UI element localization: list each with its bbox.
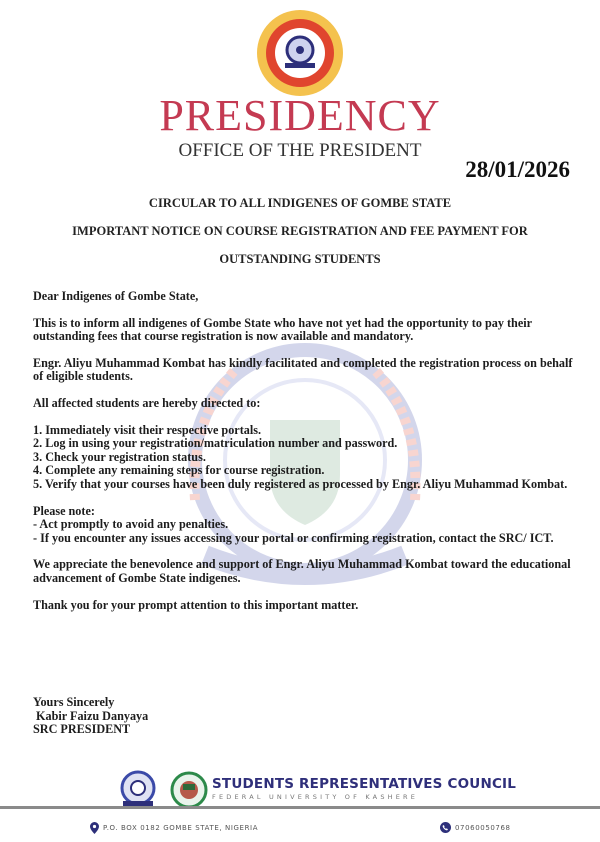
salutation: Dear Indigenes of Gombe State, [33,289,199,303]
step-item: 5. Verify that your courses have been duly registered as processed by Engr. Aliyu Muhammad Kombat. [33,476,568,491]
university-name: FEDERAL UNIVERSITY OF KASHERE [212,793,419,801]
presidency-seal-icon [252,8,348,98]
step-item: 3. Check your registration status. [33,449,206,464]
location-pin-icon [90,822,99,834]
note-heading: Please note: [33,503,95,518]
circular-date: 28/01/2026 [465,157,570,182]
notes-block [33,505,573,546]
note-item: - If you encounter any issues accessing your portal or confirming registration, contact the SRC/ ICT. [33,530,554,545]
circular-headings [0,193,600,277]
footer-address [90,822,258,834]
heading-students: OUTSTANDING STUDENTS [219,252,381,266]
address-text: P.O. BOX 0182 GOMBE STATE, NIGERIA [103,824,259,832]
signature-block [33,696,148,737]
note-item: - Act promptly to avoid any penalties. [33,517,229,532]
step-item: 4. Complete any remaining steps for course registration. [33,463,325,478]
src-seal-icon [118,770,158,810]
signatory-name: Kabir Faizu Danyaya [33,708,149,723]
phone-icon [440,822,451,833]
paragraph-appreciation: We appreciate the benevolence and support of Engr. Aliyu Muhammad Kombat toward the educational advancement of Gombe State indigenes. [33,557,571,585]
paragraph-thanks: Thank you for your prompt attention to this important matter. [33,597,359,612]
directive-intro: All affected students are hereby directed to: [33,395,261,410]
letter-body [33,290,573,625]
page-subtitle: OFFICE OF THE PRESIDENT [178,140,422,161]
page-title: PRESIDENCY [159,91,441,140]
university-seal-icon [170,771,208,809]
paragraph-intro: This is to inform all indigenes of Gombe State who have not yet had the opportunity to pay their outstanding fees that course registration is now available and mandatory. [33,315,532,344]
footer-logos [118,770,208,810]
steps-list [33,424,573,492]
signatory-role: SRC PRESIDENT [33,722,131,737]
step-item: 2. Log in using your registration/matriculation number and password. [33,436,398,451]
footer-divider [0,806,600,809]
paragraph-facilitation: Engr. Aliyu Muhammad Kombat has kindly facilitated and completed the registration process on behalf of eligible students. [33,355,573,384]
footer-phone [440,822,511,833]
footer-brand [212,776,516,801]
heading-circular: CIRCULAR TO ALL INDIGENES OF GOMBE STATE [148,196,452,210]
step-item: 1. Immediately visit their respective portals. [33,422,262,437]
valediction: Yours Sincerely [33,695,115,709]
phone-text: 07060050768 [455,823,511,832]
heading-notice: IMPORTANT NOTICE ON COURSE REGISTRATION AND FEE PAYMENT FOR [72,224,528,238]
org-name: STUDENTS REPRESENTATIVES COUNCIL [212,776,517,792]
